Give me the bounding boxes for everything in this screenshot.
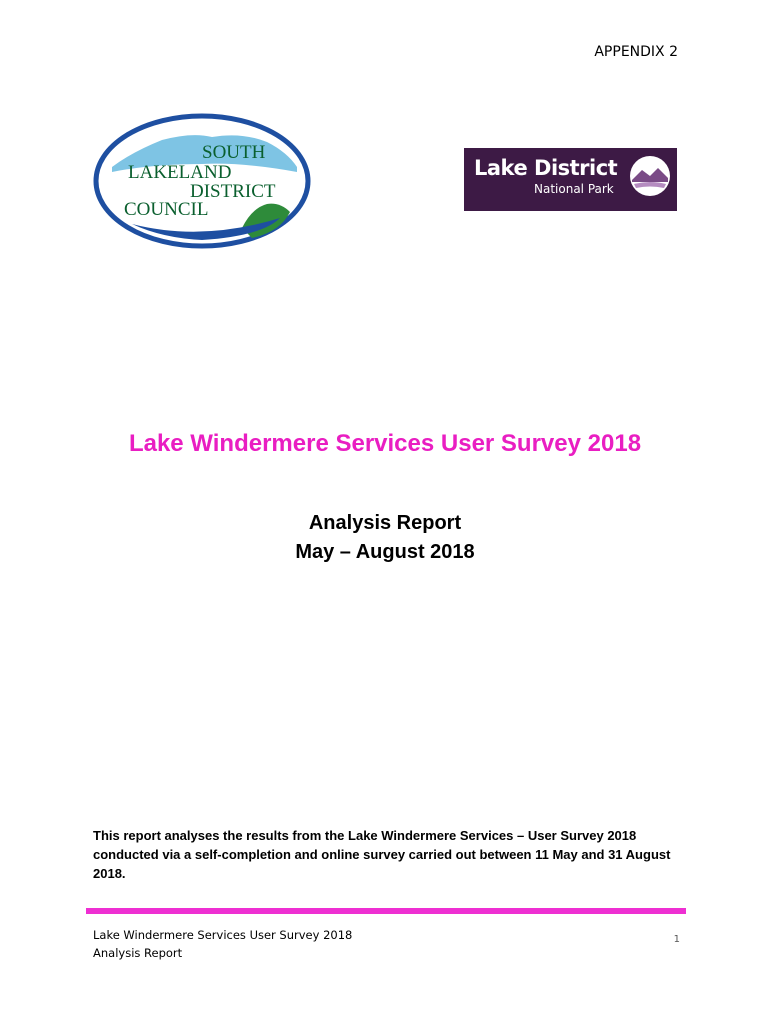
appendix-label: APPENDIX 2 (594, 44, 678, 60)
slc-logo-line-1: SOUTH (202, 142, 266, 163)
footer-divider (86, 908, 686, 914)
south-lakeland-district-council-logo (92, 112, 312, 250)
page-number: 1 (673, 934, 680, 945)
document-date-range: May – August 2018 (295, 541, 475, 563)
document-subtitle: Analysis Report (308, 512, 462, 534)
report-summary: This report analyses the results from the Lake Windermere Services – User Survey 2018 conducted via a self-completion and online survey carried out between 11 May and 31 August 2018. (93, 828, 671, 881)
footer (93, 926, 352, 962)
mountain-emblem-icon (628, 154, 672, 198)
slc-logo-line-2: LAKELAND (128, 162, 232, 183)
ldnp-logo-subtitle: National Park (534, 182, 614, 196)
ldnp-logo-title: Lake District (474, 156, 618, 180)
slc-logo-line-4: COUNCIL (124, 199, 209, 220)
document-title: Lake Windermere Services User Survey 2018 (128, 430, 642, 457)
lake-district-national-park-logo (464, 148, 677, 211)
footer-title: Lake Windermere Services User Survey 2018 (93, 928, 353, 942)
slc-logo-line-3: DISTRICT (190, 181, 276, 202)
footer-subtitle: Analysis Report (93, 946, 183, 960)
